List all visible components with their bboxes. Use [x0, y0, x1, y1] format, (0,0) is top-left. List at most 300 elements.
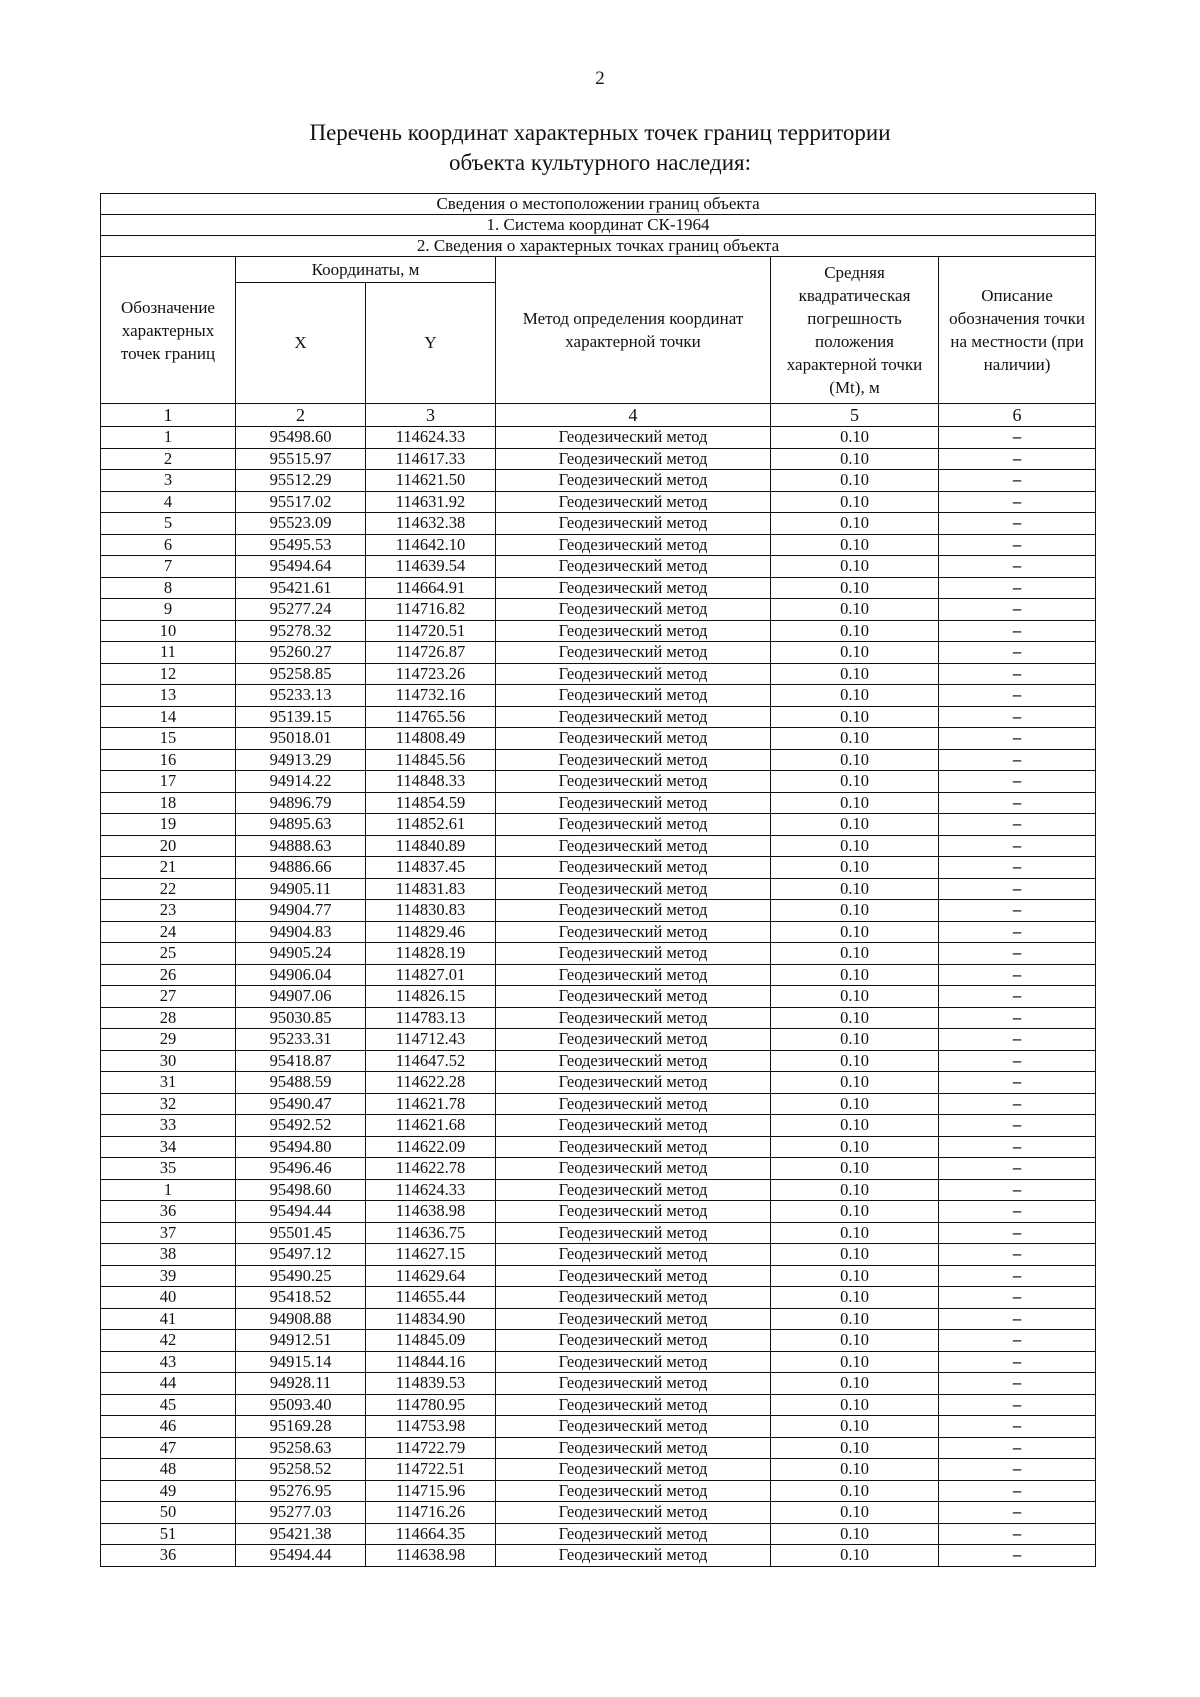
cell-y: 114753.98: [366, 1416, 496, 1438]
cell-point-number: 22: [101, 878, 236, 900]
cell-method: Геодезический метод: [496, 964, 771, 986]
table-row: [101, 1373, 1096, 1395]
table-row: [101, 599, 1096, 621]
cell-point-number: 48: [101, 1459, 236, 1481]
cell-y: 114655.44: [366, 1287, 496, 1309]
cell-x: 94896.79: [236, 792, 366, 814]
page-title: [0, 118, 1200, 178]
cell-x: 95258.85: [236, 663, 366, 685]
table-row: [101, 448, 1096, 470]
cell-x: 95523.09: [236, 513, 366, 535]
cell-error: 0.10: [771, 835, 939, 857]
cell-x: 95494.44: [236, 1201, 366, 1223]
cell-point-number: 17: [101, 771, 236, 793]
cell-x: 94906.04: [236, 964, 366, 986]
cell-error: 0.10: [771, 642, 939, 664]
table-row: [101, 427, 1096, 449]
cell-x: 95233.31: [236, 1029, 366, 1051]
cell-y: 114632.38: [366, 513, 496, 535]
cell-description: –: [939, 427, 1096, 449]
cell-error: 0.10: [771, 1480, 939, 1502]
cell-point-number: 34: [101, 1136, 236, 1158]
page-number: 2: [595, 68, 605, 89]
cell-method: Геодезический метод: [496, 1222, 771, 1244]
cell-x: 94907.06: [236, 986, 366, 1008]
cell-x: 95501.45: [236, 1222, 366, 1244]
table-row: [101, 706, 1096, 728]
cell-y: 114845.56: [366, 749, 496, 771]
cell-point-number: 29: [101, 1029, 236, 1051]
col-header-error: Средняя квадратическая погрешность положения характерной точки (Mt), м: [771, 257, 939, 404]
table-row: [101, 1480, 1096, 1502]
cell-y: 114827.01: [366, 964, 496, 986]
cell-point-number: 3: [101, 470, 236, 492]
table-row: [101, 642, 1096, 664]
cell-point-number: 30: [101, 1050, 236, 1072]
cell-description: –: [939, 513, 1096, 535]
cell-x: 95496.46: [236, 1158, 366, 1180]
table-row: [101, 1158, 1096, 1180]
cell-point-number: 27: [101, 986, 236, 1008]
table-row: [101, 1416, 1096, 1438]
cell-error: 0.10: [771, 1416, 939, 1438]
cell-error: 0.10: [771, 900, 939, 922]
cell-description: –: [939, 1308, 1096, 1330]
cell-error: 0.10: [771, 986, 939, 1008]
col-header-x: X: [236, 282, 366, 403]
cell-error: 0.10: [771, 1351, 939, 1373]
cell-error: 0.10: [771, 792, 939, 814]
cell-method: Геодезический метод: [496, 1287, 771, 1309]
cell-method: Геодезический метод: [496, 1050, 771, 1072]
cell-description: –: [939, 1050, 1096, 1072]
cell-method: Геодезический метод: [496, 792, 771, 814]
cell-error: 0.10: [771, 1050, 939, 1072]
cell-x: 95093.40: [236, 1394, 366, 1416]
cell-description: –: [939, 964, 1096, 986]
cell-x: 95488.59: [236, 1072, 366, 1094]
cell-error: 0.10: [771, 921, 939, 943]
cell-point-number: 16: [101, 749, 236, 771]
cell-description: –: [939, 749, 1096, 771]
cell-method: Геодезический метод: [496, 577, 771, 599]
cell-error: 0.10: [771, 1502, 939, 1524]
cell-x: 95418.52: [236, 1287, 366, 1309]
cell-method: Геодезический метод: [496, 1330, 771, 1352]
cell-error: 0.10: [771, 749, 939, 771]
cell-y: 114829.46: [366, 921, 496, 943]
cell-point-number: 32: [101, 1093, 236, 1115]
table-row: [101, 964, 1096, 986]
cell-x: 95512.29: [236, 470, 366, 492]
cell-x: 95277.24: [236, 599, 366, 621]
cell-x: 95515.97: [236, 448, 366, 470]
col-header-coordinates: Координаты, м: [236, 257, 496, 283]
table-row: [101, 900, 1096, 922]
cell-point-number: 44: [101, 1373, 236, 1395]
cell-x: 95018.01: [236, 728, 366, 750]
cell-error: 0.10: [771, 706, 939, 728]
cell-error: 0.10: [771, 1459, 939, 1481]
table-row: [101, 749, 1096, 771]
cell-x: 95517.02: [236, 491, 366, 513]
cell-description: –: [939, 1222, 1096, 1244]
cell-method: Геодезический метод: [496, 1373, 771, 1395]
cell-description: –: [939, 1373, 1096, 1395]
cell-error: 0.10: [771, 1072, 939, 1094]
cell-error: 0.10: [771, 577, 939, 599]
cell-method: Геодезический метод: [496, 1437, 771, 1459]
cell-description: –: [939, 1158, 1096, 1180]
cell-description: –: [939, 986, 1096, 1008]
cell-error: 0.10: [771, 491, 939, 513]
cell-point-number: 31: [101, 1072, 236, 1094]
cell-y: 114715.96: [366, 1480, 496, 1502]
cell-point-number: 33: [101, 1115, 236, 1137]
cell-x: 95495.53: [236, 534, 366, 556]
cell-description: –: [939, 1287, 1096, 1309]
cell-description: –: [939, 663, 1096, 685]
cell-y: 114831.83: [366, 878, 496, 900]
table-row: [101, 814, 1096, 836]
cell-x: 94913.29: [236, 749, 366, 771]
cell-point-number: 12: [101, 663, 236, 685]
cell-y: 114834.90: [366, 1308, 496, 1330]
cell-x: 95233.13: [236, 685, 366, 707]
cell-y: 114622.09: [366, 1136, 496, 1158]
cell-x: 95421.61: [236, 577, 366, 599]
cell-x: 95260.27: [236, 642, 366, 664]
table-row: [101, 1437, 1096, 1459]
cell-method: Геодезический метод: [496, 728, 771, 750]
cell-method: Геодезический метод: [496, 1480, 771, 1502]
cell-x: 95278.32: [236, 620, 366, 642]
table-row: [101, 1265, 1096, 1287]
cell-error: 0.10: [771, 1287, 939, 1309]
cell-error: 0.10: [771, 1115, 939, 1137]
table-row: [101, 685, 1096, 707]
table-row: [101, 470, 1096, 492]
cell-y: 114852.61: [366, 814, 496, 836]
table-row: [101, 1115, 1096, 1137]
cell-y: 114840.89: [366, 835, 496, 857]
cell-method: Геодезический метод: [496, 814, 771, 836]
cell-description: –: [939, 1115, 1096, 1137]
cell-method: Геодезический метод: [496, 771, 771, 793]
cell-description: –: [939, 857, 1096, 879]
col-header-method: Метод определения координат характерной точки: [496, 257, 771, 404]
coordinates-table: [100, 193, 1096, 1567]
cell-point-number: 2: [101, 448, 236, 470]
cell-point-number: 41: [101, 1308, 236, 1330]
cell-point-number: 1: [101, 1179, 236, 1201]
cell-y: 114624.33: [366, 427, 496, 449]
cell-point-number: 49: [101, 1480, 236, 1502]
cell-description: –: [939, 900, 1096, 922]
cell-description: –: [939, 599, 1096, 621]
cell-y: 114732.16: [366, 685, 496, 707]
cell-method: Геодезический метод: [496, 663, 771, 685]
table-row: [101, 1179, 1096, 1201]
cell-x: 95494.44: [236, 1545, 366, 1567]
col-header-y: Y: [366, 282, 496, 403]
cell-method: Геодезический метод: [496, 1523, 771, 1545]
table-row: [101, 878, 1096, 900]
cell-method: Геодезический метод: [496, 1351, 771, 1373]
table-row: [101, 1523, 1096, 1545]
cell-error: 0.10: [771, 599, 939, 621]
cell-y: 114664.35: [366, 1523, 496, 1545]
cell-x: 95490.25: [236, 1265, 366, 1287]
title-line-2: объекта культурного наследия:: [448, 150, 752, 175]
cell-x: 95498.60: [236, 1179, 366, 1201]
cell-y: 114629.64: [366, 1265, 496, 1287]
cell-description: –: [939, 943, 1096, 965]
cell-error: 0.10: [771, 663, 939, 685]
table-row: [101, 921, 1096, 943]
table-row: [101, 620, 1096, 642]
cell-point-number: 11: [101, 642, 236, 664]
cell-method: Геодезический метод: [496, 1265, 771, 1287]
cell-description: –: [939, 1351, 1096, 1373]
table-row: [101, 1287, 1096, 1309]
column-number: 4: [496, 404, 771, 427]
cell-description: –: [939, 1201, 1096, 1223]
cell-description: –: [939, 1480, 1096, 1502]
cell-error: 0.10: [771, 1394, 939, 1416]
cell-point-number: 40: [101, 1287, 236, 1309]
cell-error: 0.10: [771, 878, 939, 900]
cell-point-number: 50: [101, 1502, 236, 1524]
table-row: [101, 1072, 1096, 1094]
cell-error: 0.10: [771, 857, 939, 879]
cell-method: Геодезический метод: [496, 1029, 771, 1051]
cell-point-number: 1: [101, 427, 236, 449]
cell-point-number: 38: [101, 1244, 236, 1266]
table-row: [101, 1545, 1096, 1567]
cell-x: 95421.38: [236, 1523, 366, 1545]
cell-x: 95497.12: [236, 1244, 366, 1266]
cell-method: Геодезический метод: [496, 1136, 771, 1158]
cell-description: –: [939, 534, 1096, 556]
cell-error: 0.10: [771, 427, 939, 449]
cell-error: 0.10: [771, 1158, 939, 1180]
cell-description: –: [939, 1136, 1096, 1158]
cell-y: 114642.10: [366, 534, 496, 556]
cell-y: 114627.15: [366, 1244, 496, 1266]
cell-error: 0.10: [771, 470, 939, 492]
cell-error: 0.10: [771, 556, 939, 578]
cell-y: 114848.33: [366, 771, 496, 793]
cell-y: 114726.87: [366, 642, 496, 664]
cell-method: Геодезический метод: [496, 857, 771, 879]
cell-description: –: [939, 835, 1096, 857]
col-header-point: Обозначение характерных точек границ: [101, 257, 236, 404]
cell-x: 95169.28: [236, 1416, 366, 1438]
cell-method: Геодезический метод: [496, 1201, 771, 1223]
cell-point-number: 39: [101, 1265, 236, 1287]
cell-method: Геодезический метод: [496, 706, 771, 728]
cell-description: –: [939, 1459, 1096, 1481]
table-row: [101, 1351, 1096, 1373]
cell-point-number: 51: [101, 1523, 236, 1545]
cell-y: 114839.53: [366, 1373, 496, 1395]
cell-point-number: 28: [101, 1007, 236, 1029]
cell-y: 114631.92: [366, 491, 496, 513]
cell-description: –: [939, 1394, 1096, 1416]
cell-method: Геодезический метод: [496, 1158, 771, 1180]
cell-x: 95418.87: [236, 1050, 366, 1072]
cell-description: –: [939, 642, 1096, 664]
table-row: [101, 1050, 1096, 1072]
cell-point-number: 24: [101, 921, 236, 943]
cell-error: 0.10: [771, 1029, 939, 1051]
table-row: [101, 792, 1096, 814]
cell-point-number: 46: [101, 1416, 236, 1438]
cell-description: –: [939, 620, 1096, 642]
cell-y: 114647.52: [366, 1050, 496, 1072]
cell-error: 0.10: [771, 1093, 939, 1115]
cell-description: –: [939, 470, 1096, 492]
column-number: 6: [939, 404, 1096, 427]
table-row: [101, 771, 1096, 793]
cell-y: 114828.19: [366, 943, 496, 965]
cell-x: 94908.88: [236, 1308, 366, 1330]
cell-error: 0.10: [771, 728, 939, 750]
cell-error: 0.10: [771, 534, 939, 556]
cell-method: Геодезический метод: [496, 599, 771, 621]
cell-x: 94914.22: [236, 771, 366, 793]
cell-x: 94905.24: [236, 943, 366, 965]
cell-point-number: 36: [101, 1545, 236, 1567]
cell-description: –: [939, 577, 1096, 599]
cell-y: 114844.16: [366, 1351, 496, 1373]
cell-point-number: 9: [101, 599, 236, 621]
cell-description: –: [939, 1416, 1096, 1438]
cell-description: –: [939, 1179, 1096, 1201]
cell-error: 0.10: [771, 620, 939, 642]
cell-y: 114854.59: [366, 792, 496, 814]
coord-system-row: 1. Система координат СК-1964: [101, 215, 1096, 236]
table-row: [101, 1093, 1096, 1115]
cell-y: 114716.26: [366, 1502, 496, 1524]
cell-y: 114845.09: [366, 1330, 496, 1352]
cell-x: 94895.63: [236, 814, 366, 836]
cell-y: 114720.51: [366, 620, 496, 642]
cell-method: Геодезический метод: [496, 878, 771, 900]
cell-point-number: 10: [101, 620, 236, 642]
cell-method: Геодезический метод: [496, 1115, 771, 1137]
cell-point-number: 20: [101, 835, 236, 857]
table-row: [101, 491, 1096, 513]
cell-description: –: [939, 1330, 1096, 1352]
cell-y: 114622.28: [366, 1072, 496, 1094]
cell-method: Геодезический метод: [496, 1179, 771, 1201]
cell-description: –: [939, 814, 1096, 836]
cell-method: Геодезический метод: [496, 685, 771, 707]
cell-point-number: 7: [101, 556, 236, 578]
table-row: [101, 857, 1096, 879]
cell-error: 0.10: [771, 1545, 939, 1567]
cell-y: 114639.54: [366, 556, 496, 578]
cell-description: –: [939, 1007, 1096, 1029]
cell-y: 114621.50: [366, 470, 496, 492]
cell-y: 114712.43: [366, 1029, 496, 1051]
table-row: [101, 728, 1096, 750]
cell-x: 95490.47: [236, 1093, 366, 1115]
cell-point-number: 8: [101, 577, 236, 599]
cell-description: –: [939, 1072, 1096, 1094]
cell-x: 94904.83: [236, 921, 366, 943]
cell-description: –: [939, 1545, 1096, 1567]
cell-description: –: [939, 921, 1096, 943]
section-header: Сведения о местоположении границ объекта: [101, 194, 1096, 215]
cell-point-number: 47: [101, 1437, 236, 1459]
cell-method: Геодезический метод: [496, 534, 771, 556]
table-row: [101, 1502, 1096, 1524]
cell-y: 114621.78: [366, 1093, 496, 1115]
col-header-description: Описание обозначения точки на местности (при наличии): [939, 257, 1096, 404]
table-row: [101, 1244, 1096, 1266]
cell-x: 95498.60: [236, 427, 366, 449]
cell-x: 95258.63: [236, 1437, 366, 1459]
cell-y: 114638.98: [366, 1201, 496, 1223]
cell-description: –: [939, 1244, 1096, 1266]
cell-method: Геодезический метод: [496, 642, 771, 664]
cell-error: 0.10: [771, 513, 939, 535]
cell-error: 0.10: [771, 1007, 939, 1029]
cell-method: Геодезический метод: [496, 1244, 771, 1266]
cell-description: –: [939, 448, 1096, 470]
title-line-1: Перечень координат характерных точек границ территории: [309, 120, 891, 145]
cell-point-number: 26: [101, 964, 236, 986]
cell-x: 94915.14: [236, 1351, 366, 1373]
table-row: [101, 1222, 1096, 1244]
cell-x: 95492.52: [236, 1115, 366, 1137]
cell-y: 114722.51: [366, 1459, 496, 1481]
cell-description: –: [939, 1029, 1096, 1051]
cell-y: 114783.13: [366, 1007, 496, 1029]
cell-y: 114723.26: [366, 663, 496, 685]
table-row: [101, 1029, 1096, 1051]
cell-method: Геодезический метод: [496, 921, 771, 943]
cell-x: 95258.52: [236, 1459, 366, 1481]
cell-error: 0.10: [771, 1136, 939, 1158]
cell-method: Геодезический метод: [496, 1093, 771, 1115]
cell-method: Геодезический метод: [496, 1502, 771, 1524]
table-row: [101, 986, 1096, 1008]
cell-error: 0.10: [771, 1330, 939, 1352]
cell-point-number: 42: [101, 1330, 236, 1352]
column-number: 1: [101, 404, 236, 427]
cell-error: 0.10: [771, 943, 939, 965]
cell-x: 94888.63: [236, 835, 366, 857]
cell-description: –: [939, 685, 1096, 707]
cell-x: 94928.11: [236, 1373, 366, 1395]
cell-y: 114780.95: [366, 1394, 496, 1416]
cell-description: –: [939, 1265, 1096, 1287]
cell-error: 0.10: [771, 1201, 939, 1223]
cell-description: –: [939, 878, 1096, 900]
cell-method: Геодезический метод: [496, 1394, 771, 1416]
cell-point-number: 15: [101, 728, 236, 750]
table-row: [101, 835, 1096, 857]
cell-description: –: [939, 771, 1096, 793]
cell-method: Геодезический метод: [496, 513, 771, 535]
cell-point-number: 5: [101, 513, 236, 535]
table-row: [101, 556, 1096, 578]
cell-error: 0.10: [771, 1222, 939, 1244]
